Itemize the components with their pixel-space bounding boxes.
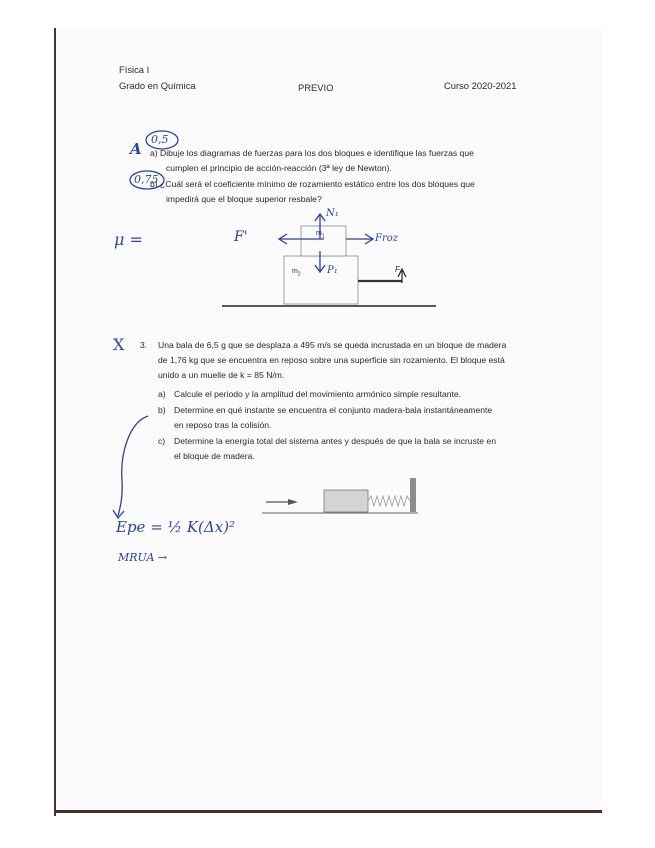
normal-arrow — [315, 214, 325, 239]
mass-bottom-label: $m_2$ — [292, 268, 301, 278]
problem3-a-text: Calcule el periodo y la amplitud del movimiento armónico simple resultante. — [174, 389, 462, 399]
force-label: F — [395, 265, 400, 274]
cross-mark: X — [113, 335, 125, 354]
weight-force-handwritten: P₁ — [327, 265, 338, 276]
force-tip-mark — [398, 269, 406, 283]
problem3-line1: Una bala de 6,5 g que se desplaza a 495 m/s se queda incrustada en un bloque de madera — [158, 340, 507, 350]
degree-name: Grado en Química — [119, 80, 196, 91]
bullet-icon — [288, 499, 298, 505]
energy-formula: Epe = ½ K(Δx)² — [116, 518, 236, 536]
problem3-c-label: c) — [158, 436, 166, 446]
problem2-b-line1: b) ¿Cuál será el coeficiente mínimo de rozamiento estático entre los dos bloques que — [150, 179, 475, 189]
problem2-b-line2: impedirá que el bloque superior resbale? — [166, 194, 322, 204]
wood-block — [324, 490, 368, 512]
normal-force-handwritten: N₁ — [326, 208, 339, 219]
f-prime-handwritten: F' — [234, 229, 248, 245]
problem3-b-line2: en reposo tras la colisión. — [174, 420, 272, 430]
bracket-curve — [118, 416, 148, 516]
academic-year: Curso 2020-2021 — [444, 80, 517, 91]
score-b: 0,75 — [134, 173, 159, 186]
mark-a: A — [130, 140, 142, 158]
spring-block-figure — [258, 474, 422, 516]
mrua-note: MRUA → — [118, 551, 168, 564]
mu-handwritten: μ = — [114, 230, 143, 249]
wall — [410, 478, 416, 512]
problem3-c-line1: Determine la energía total del sistema antes y después de que la bala se incruste en — [174, 436, 496, 446]
problem3-b-label: b) — [158, 405, 166, 415]
problem3-number: 3. — [140, 340, 148, 350]
f-prime-arrow — [279, 234, 324, 244]
score-a: 0,5 — [151, 133, 169, 146]
spring — [368, 496, 410, 506]
problem3-a-label: a) — [158, 389, 166, 399]
course-name: Física I — [119, 64, 150, 75]
weight-arrow — [315, 251, 325, 272]
paper-edge-left — [54, 28, 56, 816]
problem2-a-line1: a) Dibuje los diagramas de fuerzas para los dos bloques e identifique las fuerzas que — [150, 148, 474, 158]
handwritten-bracket — [108, 412, 168, 532]
problem2-a-line2: cumplen el principio de acción-reacción (3ª ley de Newton). — [166, 163, 392, 173]
exam-type: PREVIO — [298, 82, 334, 93]
friction-force-handwritten: Froz — [375, 233, 399, 244]
mass-top-label: $m_1$ — [316, 230, 325, 240]
handwritten-force-arrows — [262, 205, 412, 295]
problem3-c-line2: el bloque de madera. — [174, 451, 255, 461]
friction-arrow — [346, 234, 373, 244]
problem3-line3: unido a un muelle de k = 85 N/m. — [158, 370, 285, 380]
paper-edge-bottom — [54, 810, 602, 813]
problem3-b-line1: Determine en qué instante se encuentra el conjunto madera-bala instantáneamente — [174, 405, 493, 415]
problem3-line2: de 1,76 kg que se encuentra en reposo sobre una superficie sin rozamiento. El bloque está — [158, 355, 505, 365]
